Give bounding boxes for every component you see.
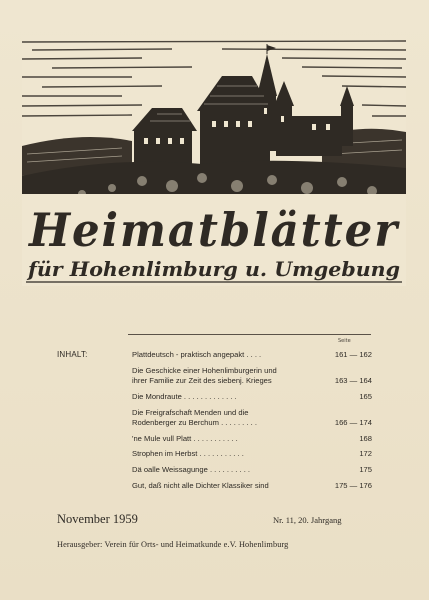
contents-label: INHALT: [57, 350, 88, 359]
toc-item-pages: 175 [359, 465, 372, 475]
toc-item-pages: 163 — 164 [334, 376, 372, 386]
toc-item-pages: 166 — 174 [334, 418, 372, 428]
toc-item-title: Strophen im Herbst . . . . . . . . . . . [132, 449, 244, 459]
table-of-contents [132, 350, 372, 497]
toc-item-title: Die Freigrafschaft Menden und die Rodenberger zu Berchum . . . . . . . . . [132, 407, 257, 428]
toc-item-pages: 165 [359, 391, 372, 401]
toc-item [132, 434, 372, 445]
masthead-subtitle: für Hohenlimburg u. Umgebung [25, 257, 401, 281]
toc-item [132, 465, 372, 476]
toc-item-title: Plattdeutsch - praktisch angepakt . . . . [132, 350, 262, 359]
toc-item-title: 'ne Mule vull Platt . . . . . . . . . . . [132, 433, 238, 443]
contents-divider [128, 334, 371, 335]
toc-item-title: Die Mondraute . . . . . . . . . . . . . [132, 391, 237, 401]
toc-item-pages: 161 — 162 [334, 350, 372, 359]
toc-item-pages: 175 — 176 [334, 480, 372, 490]
toc-item [132, 392, 372, 403]
toc-item-title: Die Geschicke einer Hohenlimburgerin und ihrer Familie zur Zeit des siebenj. Krieges [132, 365, 277, 386]
issue-number: Nr. 11, 20. Jahrgang [273, 515, 342, 525]
toc-item-pages: 168 [359, 433, 372, 443]
masthead-title: Heimatblätter [27, 203, 401, 257]
toc-item [132, 366, 372, 387]
issue-date: November 1959 [57, 512, 138, 526]
woodcut-illustration [22, 36, 406, 286]
toc-item [132, 449, 372, 460]
toc-item-title: Dä oalle Weissagunge . . . . . . . . . . [132, 465, 251, 475]
page-column-label: Seite [338, 338, 351, 344]
toc-item [132, 408, 372, 429]
toc-item [132, 481, 372, 492]
toc-item-title: Gut, daß nicht alle Dichter Klassiker sind [132, 480, 269, 490]
publisher-line: Herausgeber: Verein für Orts- und Heimatkunde e.V. Hohenlimburg [57, 540, 289, 549]
toc-item-pages: 172 [359, 449, 372, 459]
toc-item [132, 350, 372, 361]
